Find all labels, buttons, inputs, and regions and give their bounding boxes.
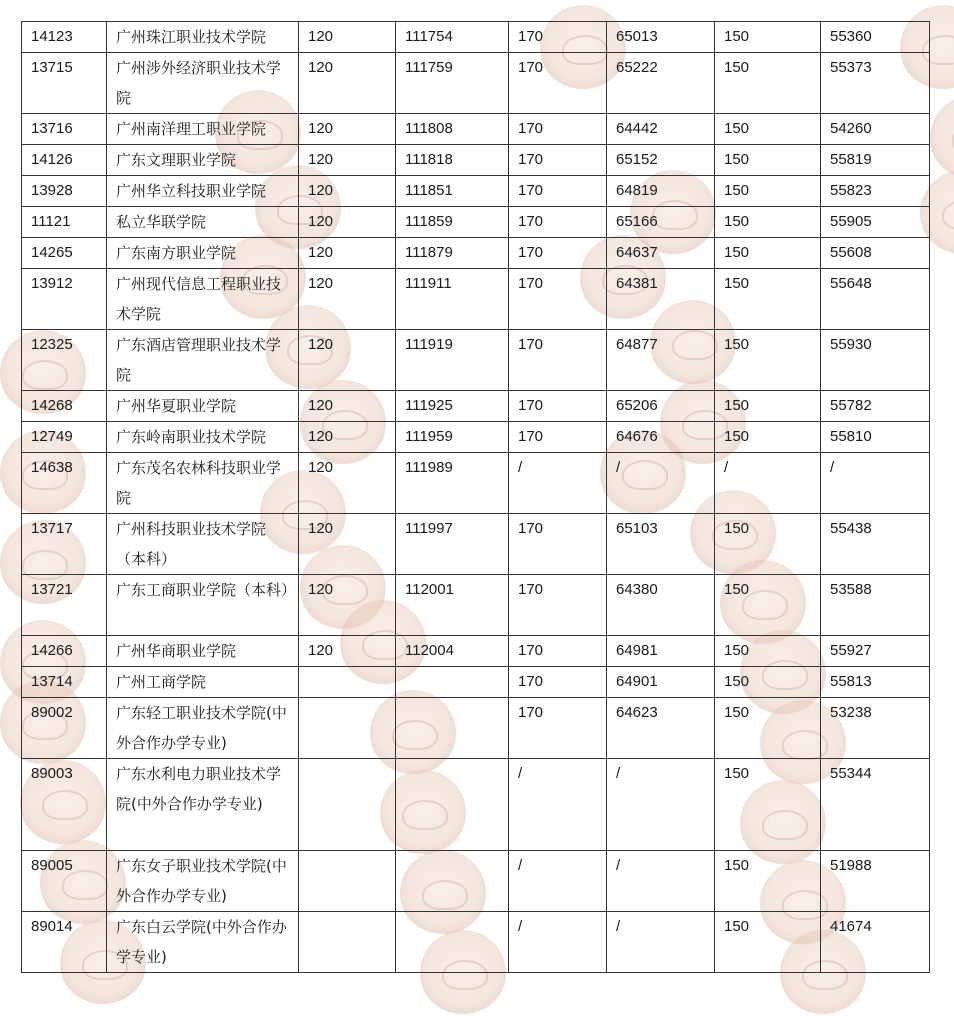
rank-col6-cell: 64380 bbox=[607, 575, 715, 636]
score-col3-cell: 120 bbox=[299, 391, 396, 422]
school-code-cell: 14638 bbox=[22, 453, 107, 514]
rank-col8-cell: 55905 bbox=[821, 207, 930, 238]
table-row bbox=[22, 514, 930, 575]
rank-col4-cell: 111925 bbox=[396, 391, 509, 422]
school-name-cell: 广东女子职业技术学院(中外合作办学专业) bbox=[107, 851, 299, 912]
rank-col8-cell: 55608 bbox=[821, 238, 930, 269]
score-col5-cell: 170 bbox=[509, 575, 607, 636]
school-code-cell: 12325 bbox=[22, 330, 107, 391]
table-row bbox=[22, 422, 930, 453]
rank-col6-cell: 64819 bbox=[607, 176, 715, 207]
rank-col8-cell: / bbox=[821, 453, 930, 514]
score-col5-cell: 170 bbox=[509, 207, 607, 238]
school-code-cell: 13716 bbox=[22, 114, 107, 145]
rank-col4-cell: 111997 bbox=[396, 514, 509, 575]
score-col3-cell: 120 bbox=[299, 330, 396, 391]
rank-col8-cell: 55927 bbox=[821, 636, 930, 667]
rank-col8-cell: 51988 bbox=[821, 851, 930, 912]
rank-col4-cell: 111851 bbox=[396, 176, 509, 207]
school-name-cell: 广州科技职业技术学院（本科） bbox=[107, 514, 299, 575]
school-name-cell: 广东茂名农林科技职业学院 bbox=[107, 453, 299, 514]
table-row bbox=[22, 53, 930, 114]
score-col5-cell: / bbox=[509, 453, 607, 514]
rank-col6-cell: 64623 bbox=[607, 698, 715, 759]
score-col7-cell: 150 bbox=[715, 145, 821, 176]
school-name-cell: 私立华联学院 bbox=[107, 207, 299, 238]
score-col3-cell bbox=[299, 759, 396, 851]
score-col5-cell: / bbox=[509, 912, 607, 973]
rank-col6-cell: 64442 bbox=[607, 114, 715, 145]
score-col7-cell: 150 bbox=[715, 698, 821, 759]
admission-score-table bbox=[21, 21, 930, 973]
school-name-cell: 广东酒店管理职业技术学院 bbox=[107, 330, 299, 391]
school-name-cell: 广州华商职业学院 bbox=[107, 636, 299, 667]
score-col3-cell: 120 bbox=[299, 114, 396, 145]
score-col5-cell: 170 bbox=[509, 269, 607, 330]
school-name-cell: 广东工商职业学院（本科） bbox=[107, 575, 299, 636]
score-col3-cell: 120 bbox=[299, 145, 396, 176]
score-col7-cell: 150 bbox=[715, 759, 821, 851]
rank-col8-cell: 55373 bbox=[821, 53, 930, 114]
rank-col4-cell: 111989 bbox=[396, 453, 509, 514]
school-name-cell: 广东岭南职业技术学院 bbox=[107, 422, 299, 453]
score-col7-cell: 150 bbox=[715, 330, 821, 391]
rank-col4-cell bbox=[396, 698, 509, 759]
school-code-cell: 13721 bbox=[22, 575, 107, 636]
school-code-cell: 13912 bbox=[22, 269, 107, 330]
school-name-cell: 广州工商学院 bbox=[107, 667, 299, 698]
table-row bbox=[22, 207, 930, 238]
rank-col8-cell: 41674 bbox=[821, 912, 930, 973]
school-code-cell: 89003 bbox=[22, 759, 107, 851]
table-row bbox=[22, 636, 930, 667]
rank-col4-cell: 111808 bbox=[396, 114, 509, 145]
rank-col4-cell: 112004 bbox=[396, 636, 509, 667]
school-code-cell: 14266 bbox=[22, 636, 107, 667]
rank-col6-cell: 65166 bbox=[607, 207, 715, 238]
score-col5-cell: 170 bbox=[509, 22, 607, 53]
table-row bbox=[22, 575, 930, 636]
score-col3-cell: 120 bbox=[299, 22, 396, 53]
score-col3-cell: 120 bbox=[299, 176, 396, 207]
school-code-cell: 89014 bbox=[22, 912, 107, 973]
table-row bbox=[22, 145, 930, 176]
score-col7-cell: 150 bbox=[715, 391, 821, 422]
rank-col6-cell: 64676 bbox=[607, 422, 715, 453]
rank-col4-cell bbox=[396, 851, 509, 912]
score-col5-cell: 170 bbox=[509, 330, 607, 391]
rank-col8-cell: 53238 bbox=[821, 698, 930, 759]
score-col3-cell: 120 bbox=[299, 453, 396, 514]
score-col7-cell: 150 bbox=[715, 269, 821, 330]
school-code-cell: 12749 bbox=[22, 422, 107, 453]
score-col5-cell: / bbox=[509, 759, 607, 851]
score-col5-cell: 170 bbox=[509, 514, 607, 575]
rank-col4-cell: 111959 bbox=[396, 422, 509, 453]
school-code-cell: 13928 bbox=[22, 176, 107, 207]
score-table-sheet bbox=[21, 21, 930, 973]
rank-col6-cell: 65152 bbox=[607, 145, 715, 176]
score-col3-cell bbox=[299, 851, 396, 912]
rank-col8-cell: 54260 bbox=[821, 114, 930, 145]
table-row bbox=[22, 114, 930, 145]
rank-col6-cell: / bbox=[607, 453, 715, 514]
rank-col4-cell: 111754 bbox=[396, 22, 509, 53]
rank-col8-cell: 55930 bbox=[821, 330, 930, 391]
rank-col8-cell: 55810 bbox=[821, 422, 930, 453]
rank-col8-cell: 55360 bbox=[821, 22, 930, 53]
rank-col4-cell: 111759 bbox=[396, 53, 509, 114]
rank-col8-cell: 55438 bbox=[821, 514, 930, 575]
school-name-cell: 广东轻工职业技术学院(中外合作办学专业) bbox=[107, 698, 299, 759]
table-row bbox=[22, 851, 930, 912]
score-col7-cell: 150 bbox=[715, 207, 821, 238]
score-col5-cell: 170 bbox=[509, 145, 607, 176]
table-row bbox=[22, 238, 930, 269]
score-col5-cell: 170 bbox=[509, 114, 607, 145]
score-col7-cell: 150 bbox=[715, 114, 821, 145]
score-col5-cell: / bbox=[509, 851, 607, 912]
rank-col6-cell: 64981 bbox=[607, 636, 715, 667]
score-col3-cell: 120 bbox=[299, 269, 396, 330]
score-col7-cell: 150 bbox=[715, 636, 821, 667]
school-name-cell: 广东南方职业学院 bbox=[107, 238, 299, 269]
score-col3-cell bbox=[299, 912, 396, 973]
school-code-cell: 13715 bbox=[22, 53, 107, 114]
school-code-cell: 13714 bbox=[22, 667, 107, 698]
rank-col8-cell: 55813 bbox=[821, 667, 930, 698]
rank-col4-cell: 111911 bbox=[396, 269, 509, 330]
rank-col6-cell: 64381 bbox=[607, 269, 715, 330]
lion-watermark-icon bbox=[930, 95, 954, 181]
table-row bbox=[22, 698, 930, 759]
rank-col8-cell: 55344 bbox=[821, 759, 930, 851]
score-col7-cell: / bbox=[715, 453, 821, 514]
school-name-cell: 广州华立科技职业学院 bbox=[107, 176, 299, 207]
table-row bbox=[22, 667, 930, 698]
score-col3-cell bbox=[299, 667, 396, 698]
rank-col6-cell: 65222 bbox=[607, 53, 715, 114]
school-code-cell: 14268 bbox=[22, 391, 107, 422]
score-col7-cell: 150 bbox=[715, 667, 821, 698]
school-code-cell: 89002 bbox=[22, 698, 107, 759]
rank-col8-cell: 55782 bbox=[821, 391, 930, 422]
school-code-cell: 89005 bbox=[22, 851, 107, 912]
rank-col6-cell: / bbox=[607, 912, 715, 973]
rank-col6-cell: 65103 bbox=[607, 514, 715, 575]
score-col5-cell: 170 bbox=[509, 238, 607, 269]
rank-col6-cell: 65013 bbox=[607, 22, 715, 53]
score-col5-cell: 170 bbox=[509, 667, 607, 698]
school-name-cell: 广东文理职业学院 bbox=[107, 145, 299, 176]
table-row bbox=[22, 453, 930, 514]
score-col7-cell: 150 bbox=[715, 422, 821, 453]
rank-col6-cell: / bbox=[607, 851, 715, 912]
school-name-cell: 广州华夏职业学院 bbox=[107, 391, 299, 422]
score-col7-cell: 150 bbox=[715, 176, 821, 207]
school-name-cell: 广州南洋理工职业学院 bbox=[107, 114, 299, 145]
rank-col8-cell: 55819 bbox=[821, 145, 930, 176]
score-col3-cell: 120 bbox=[299, 207, 396, 238]
rank-col4-cell: 111919 bbox=[396, 330, 509, 391]
rank-col4-cell: 111879 bbox=[396, 238, 509, 269]
school-name-cell: 广州珠江职业技术学院 bbox=[107, 22, 299, 53]
score-col7-cell: 150 bbox=[715, 22, 821, 53]
score-col5-cell: 170 bbox=[509, 422, 607, 453]
score-col7-cell: 150 bbox=[715, 53, 821, 114]
score-col7-cell: 150 bbox=[715, 575, 821, 636]
table-row bbox=[22, 391, 930, 422]
score-col5-cell: 170 bbox=[509, 176, 607, 207]
rank-col4-cell: 111818 bbox=[396, 145, 509, 176]
score-col3-cell: 120 bbox=[299, 238, 396, 269]
table-row bbox=[22, 22, 930, 53]
score-col3-cell: 120 bbox=[299, 514, 396, 575]
score-col3-cell: 120 bbox=[299, 575, 396, 636]
rank-col4-cell bbox=[396, 667, 509, 698]
school-name-cell: 广东水利电力职业技术学院(中外合作办学专业) bbox=[107, 759, 299, 851]
score-col3-cell: 120 bbox=[299, 636, 396, 667]
rank-col4-cell: 112001 bbox=[396, 575, 509, 636]
rank-col6-cell: 64637 bbox=[607, 238, 715, 269]
rank-col6-cell: 64877 bbox=[607, 330, 715, 391]
score-col7-cell: 150 bbox=[715, 238, 821, 269]
school-name-cell: 广州现代信息工程职业技术学院 bbox=[107, 269, 299, 330]
rank-col6-cell: 64901 bbox=[607, 667, 715, 698]
rank-col6-cell: / bbox=[607, 759, 715, 851]
table-row bbox=[22, 269, 930, 330]
rank-col8-cell: 55648 bbox=[821, 269, 930, 330]
table-row bbox=[22, 912, 930, 973]
score-col7-cell: 150 bbox=[715, 514, 821, 575]
rank-col8-cell: 53588 bbox=[821, 575, 930, 636]
school-code-cell: 14265 bbox=[22, 238, 107, 269]
score-col5-cell: 170 bbox=[509, 698, 607, 759]
school-name-cell: 广东白云学院(中外合作办学专业) bbox=[107, 912, 299, 973]
rank-col4-cell bbox=[396, 759, 509, 851]
score-col5-cell: 170 bbox=[509, 53, 607, 114]
score-col5-cell: 170 bbox=[509, 636, 607, 667]
school-code-cell: 14126 bbox=[22, 145, 107, 176]
score-col7-cell: 150 bbox=[715, 912, 821, 973]
score-col3-cell bbox=[299, 698, 396, 759]
score-col7-cell: 150 bbox=[715, 851, 821, 912]
table-row bbox=[22, 759, 930, 851]
score-col5-cell: 170 bbox=[509, 391, 607, 422]
school-name-cell: 广州涉外经济职业技术学院 bbox=[107, 53, 299, 114]
rank-col4-cell: 111859 bbox=[396, 207, 509, 238]
score-col3-cell: 120 bbox=[299, 53, 396, 114]
school-code-cell: 11121 bbox=[22, 207, 107, 238]
rank-col4-cell bbox=[396, 912, 509, 973]
score-col3-cell: 120 bbox=[299, 422, 396, 453]
rank-col6-cell: 65206 bbox=[607, 391, 715, 422]
rank-col8-cell: 55823 bbox=[821, 176, 930, 207]
school-code-cell: 13717 bbox=[22, 514, 107, 575]
school-code-cell: 14123 bbox=[22, 22, 107, 53]
table-row bbox=[22, 176, 930, 207]
table-row bbox=[22, 330, 930, 391]
